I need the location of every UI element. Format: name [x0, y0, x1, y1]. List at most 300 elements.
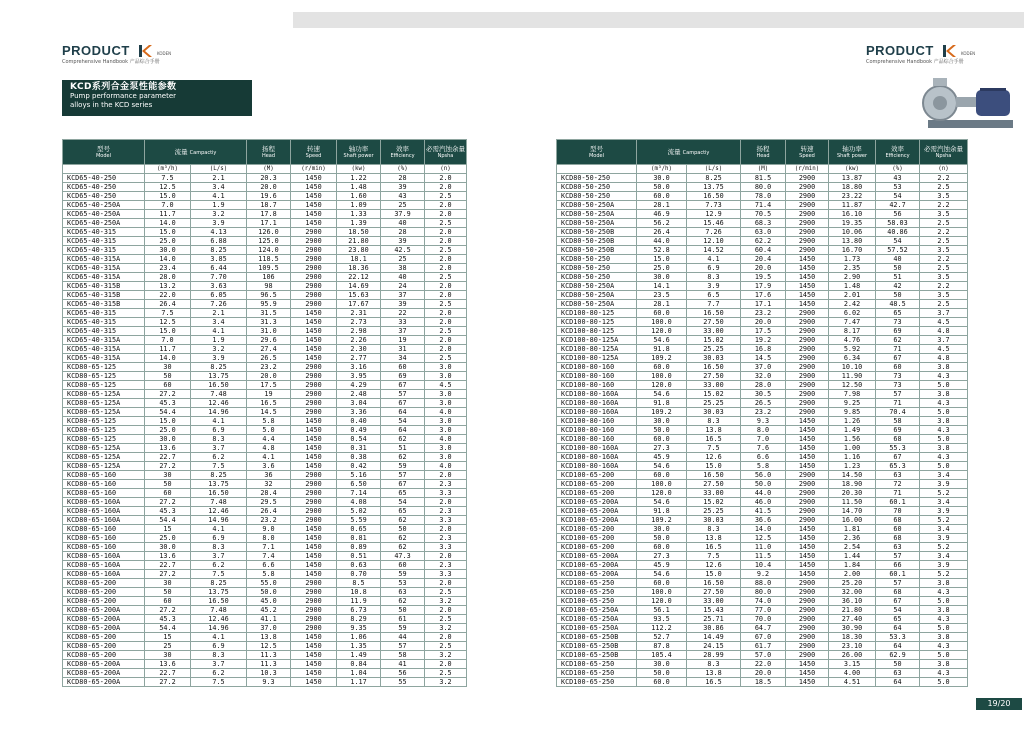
value-cell: 0.63	[337, 561, 381, 570]
value-cell: 15.02	[687, 498, 741, 507]
col-model-cn: 型号	[97, 145, 110, 153]
value-cell: 60.0	[637, 192, 687, 201]
value-cell: 2.2	[920, 255, 968, 264]
value-cell: 4.4	[247, 435, 291, 444]
value-cell: 11.87	[829, 201, 876, 210]
value-cell: 13.75	[687, 183, 741, 192]
value-cell: 11.7	[145, 210, 191, 219]
model-cell: KCD80-50-250	[557, 264, 637, 273]
model-cell: KCD80-50-250	[557, 192, 637, 201]
value-cell: 40	[876, 255, 920, 264]
value-cell: 2900	[786, 606, 829, 615]
value-cell: 2.3	[425, 480, 467, 489]
value-cell: 4.8	[920, 354, 968, 363]
value-cell: 31	[381, 345, 425, 354]
value-cell: 19	[381, 336, 425, 345]
value-cell: 1450	[291, 219, 337, 228]
table-row	[63, 390, 467, 399]
value-cell: 6.05	[191, 291, 247, 300]
model-cell: KCD100-65-250	[557, 597, 637, 606]
value-cell: 0.89	[337, 543, 381, 552]
value-cell: 37.0	[741, 363, 786, 372]
value-cell: 1450	[786, 444, 829, 453]
value-cell: 7.47	[829, 318, 876, 327]
value-cell: 68	[876, 435, 920, 444]
value-cell: 45.9	[637, 453, 687, 462]
value-cell: 3.8	[920, 660, 968, 669]
model-cell: KCD80-65-160A	[63, 552, 145, 561]
value-cell: 33.00	[687, 489, 741, 498]
value-cell: 30	[145, 363, 191, 372]
table-row	[557, 390, 968, 399]
value-cell: 30.0	[637, 174, 687, 183]
table-row	[557, 471, 968, 480]
value-cell: 60	[381, 561, 425, 570]
model-cell: KCD100-80-125A	[557, 336, 637, 345]
model-cell: KCD100-80-160	[557, 435, 637, 444]
value-cell: 1.48	[829, 282, 876, 291]
value-cell: 2900	[786, 381, 829, 390]
model-cell: KCD80-50-250A	[557, 219, 637, 228]
value-cell: 1450	[291, 309, 337, 318]
table-row	[557, 498, 968, 507]
value-cell: 60.0	[637, 579, 687, 588]
value-cell: 17.5	[247, 381, 291, 390]
value-cell: 57	[876, 552, 920, 561]
table-row	[63, 381, 467, 390]
value-cell: 45.3	[145, 399, 191, 408]
value-cell: 1.44	[829, 552, 876, 561]
model-cell: KCD80-50-250	[557, 255, 637, 264]
right-performance-table	[556, 139, 968, 687]
model-cell: KCD80-50-250A	[557, 201, 637, 210]
value-cell: 6.73	[337, 606, 381, 615]
value-cell: 25.0	[145, 534, 191, 543]
value-cell: 1450	[291, 543, 337, 552]
table-row	[63, 588, 467, 597]
value-cell: 18.36	[337, 264, 381, 273]
value-cell: 2.0	[425, 264, 467, 273]
value-cell: 2900	[786, 651, 829, 660]
model-cell: KCD80-65-160	[63, 480, 145, 489]
value-cell: 13.8	[687, 534, 741, 543]
value-cell: 4.1	[191, 192, 247, 201]
value-cell: 27.50	[687, 588, 741, 597]
value-cell: 2.31	[337, 309, 381, 318]
value-cell: 3.0	[425, 444, 467, 453]
value-cell: 22.0	[741, 660, 786, 669]
value-cell: 57	[876, 390, 920, 399]
value-cell: 28	[381, 228, 425, 237]
value-cell: 44.0	[637, 237, 687, 246]
value-cell: 2900	[291, 507, 337, 516]
value-cell: 8.0	[247, 534, 291, 543]
value-cell: 3.0	[425, 453, 467, 462]
value-cell: 2900	[291, 237, 337, 246]
value-cell: 3.8	[920, 606, 968, 615]
brand-sub-cn: 产品综合手册	[129, 59, 160, 65]
value-cell: 44.0	[741, 489, 786, 498]
table-row	[557, 444, 968, 453]
value-cell: 3.0	[425, 390, 467, 399]
model-cell: KCD100-65-200A	[557, 570, 637, 579]
value-cell: 1450	[291, 633, 337, 642]
section-title-en: Pump performance parameter alloys in the KCD series	[70, 92, 177, 109]
value-cell: 5.2	[920, 516, 968, 525]
col-capacity	[637, 140, 741, 165]
value-cell: 15.0	[145, 192, 191, 201]
value-cell: 3.16	[337, 363, 381, 372]
value-cell: 2900	[291, 381, 337, 390]
value-cell: 4.1	[191, 525, 247, 534]
value-cell: 3.15	[829, 660, 876, 669]
value-cell: 5.59	[337, 516, 381, 525]
value-cell: 2.0	[425, 552, 467, 561]
value-cell: 62	[381, 543, 425, 552]
value-cell: 43	[876, 174, 920, 183]
value-cell: 4.0	[425, 462, 467, 471]
table-row	[63, 678, 467, 687]
model-cell: KCD80-65-125	[63, 372, 145, 381]
value-cell: 2900	[786, 615, 829, 624]
value-cell: 8.25	[687, 174, 741, 183]
value-cell: 2900	[786, 516, 829, 525]
value-cell: 45.2	[247, 606, 291, 615]
value-cell: 41	[381, 660, 425, 669]
table-row	[557, 462, 968, 471]
value-cell: 36.6	[741, 516, 786, 525]
value-cell: 54.4	[145, 408, 191, 417]
table-row	[557, 516, 968, 525]
value-cell: 7.73	[687, 201, 741, 210]
value-cell: 70.0	[741, 615, 786, 624]
table-row	[63, 561, 467, 570]
value-cell: 14.0	[145, 354, 191, 363]
table-row	[557, 507, 968, 516]
value-cell: 50	[381, 525, 425, 534]
col-eff	[381, 140, 425, 165]
value-cell: 50.0	[637, 183, 687, 192]
value-cell: 9.0	[247, 525, 291, 534]
model-cell: KCD65-40-315	[63, 327, 145, 336]
value-cell: 16.8	[741, 345, 786, 354]
value-cell: 3.0	[425, 417, 467, 426]
value-cell: 5.8	[741, 462, 786, 471]
value-cell: 59	[381, 570, 425, 579]
value-cell: 0.38	[337, 453, 381, 462]
value-cell: 2900	[786, 363, 829, 372]
model-cell: KCD100-80-125	[557, 309, 637, 318]
value-cell: 4.1	[191, 417, 247, 426]
unit-cell: (m³/h)	[637, 165, 687, 174]
value-cell: 100.0	[637, 372, 687, 381]
brand-sub-en: Comprehensive Handbook	[62, 59, 129, 65]
value-cell: 59	[381, 462, 425, 471]
model-cell: KCD80-65-200A	[63, 624, 145, 633]
table-row	[63, 498, 467, 507]
value-cell: 2.0	[425, 579, 467, 588]
value-cell: 1450	[291, 669, 337, 678]
value-cell: 64	[381, 426, 425, 435]
value-cell: 3.9	[191, 219, 247, 228]
value-cell: 1.16	[829, 453, 876, 462]
value-cell: 2.5	[425, 246, 467, 255]
value-cell: 2900	[786, 408, 829, 417]
value-cell: 30.0	[637, 417, 687, 426]
model-cell: KCD80-65-200	[63, 642, 145, 651]
value-cell: 2900	[786, 588, 829, 597]
table-row	[63, 399, 467, 408]
table-row	[63, 543, 467, 552]
value-cell: 31.0	[247, 327, 291, 336]
value-cell: 12.5	[145, 183, 191, 192]
table-row	[557, 678, 968, 687]
value-cell: 1450	[786, 255, 829, 264]
value-cell: 4.3	[920, 426, 968, 435]
value-cell: 2900	[786, 174, 829, 183]
value-cell: 1450	[291, 210, 337, 219]
model-cell: KCD100-65-200A	[557, 498, 637, 507]
model-cell: KCD100-80-160A	[557, 453, 637, 462]
value-cell: 2.01	[829, 291, 876, 300]
value-cell: 7.7	[687, 300, 741, 309]
value-cell: 68	[876, 516, 920, 525]
value-cell: 23.10	[829, 642, 876, 651]
model-cell: KCD80-65-160A	[63, 507, 145, 516]
value-cell: 23.2	[247, 363, 291, 372]
value-cell: 2.0	[425, 336, 467, 345]
table-row	[63, 363, 467, 372]
value-cell: 14.96	[191, 516, 247, 525]
model-cell: KCD80-65-160	[63, 489, 145, 498]
col-head	[741, 140, 786, 165]
value-cell: 109.2	[637, 516, 687, 525]
value-cell: 4.3	[920, 642, 968, 651]
value-cell: 4.00	[829, 669, 876, 678]
value-cell: 30	[145, 579, 191, 588]
value-cell: 2900	[786, 597, 829, 606]
value-cell: 2.48	[337, 390, 381, 399]
model-cell: KCD100-80-160A	[557, 390, 637, 399]
value-cell: 2.0	[425, 660, 467, 669]
value-cell: 2.5	[425, 273, 467, 282]
value-cell: 7.26	[191, 300, 247, 309]
value-cell: 8.25	[191, 579, 247, 588]
value-cell: 7.0	[145, 336, 191, 345]
unit-cell: (r/min)	[786, 165, 829, 174]
value-cell: 12.50	[829, 381, 876, 390]
value-cell: 4.8	[247, 444, 291, 453]
value-cell: 8.3	[191, 651, 247, 660]
value-cell: 14.69	[337, 282, 381, 291]
value-cell: 2900	[291, 408, 337, 417]
table-row	[63, 516, 467, 525]
value-cell: 26.5	[741, 399, 786, 408]
value-cell: 27.2	[145, 606, 191, 615]
value-cell: 20.30	[829, 489, 876, 498]
col-shaft	[829, 140, 876, 165]
value-cell: 30.03	[687, 516, 741, 525]
value-cell: 59	[381, 624, 425, 633]
col-eff-en: Efficiency	[390, 153, 415, 159]
value-cell: 2900	[786, 228, 829, 237]
model-cell: KCD100-65-250B	[557, 633, 637, 642]
value-cell: 5.0	[247, 426, 291, 435]
value-cell: 66	[876, 561, 920, 570]
value-cell: 67	[381, 381, 425, 390]
value-cell: 2.2	[920, 174, 968, 183]
value-cell: 1.35	[337, 642, 381, 651]
value-cell: 2.5	[920, 264, 968, 273]
value-cell: 50	[381, 606, 425, 615]
value-cell: 28.1	[637, 201, 687, 210]
unit-cell: (L/s)	[687, 165, 741, 174]
value-cell: 25.25	[687, 507, 741, 516]
value-cell: 20.0	[741, 264, 786, 273]
value-cell: 19.5	[741, 273, 786, 282]
value-cell: 2.0	[425, 345, 467, 354]
model-cell: KCD100-65-250A	[557, 615, 637, 624]
value-cell: 65	[381, 507, 425, 516]
value-cell: 2.3	[425, 534, 467, 543]
value-cell: 5.2	[920, 543, 968, 552]
value-cell: 2900	[291, 489, 337, 498]
col-head	[247, 140, 291, 165]
value-cell: 56	[381, 669, 425, 678]
value-cell: 54.6	[637, 498, 687, 507]
value-cell: 0.49	[337, 426, 381, 435]
value-cell: 27.2	[145, 462, 191, 471]
value-cell: 54.6	[637, 336, 687, 345]
value-cell: 30.86	[687, 624, 741, 633]
value-cell: 2900	[786, 642, 829, 651]
value-cell: 54	[876, 237, 920, 246]
value-cell: 1450	[786, 660, 829, 669]
value-cell: 1450	[786, 291, 829, 300]
model-cell: KCD100-80-160	[557, 417, 637, 426]
value-cell: 22	[381, 309, 425, 318]
model-cell: KCD100-65-200A	[557, 552, 637, 561]
value-cell: 1.09	[337, 201, 381, 210]
table-row	[63, 579, 467, 588]
value-cell: 4.3	[920, 588, 968, 597]
value-cell: 2.3	[425, 561, 467, 570]
value-cell: 69	[876, 327, 920, 336]
value-cell: 23.80	[337, 246, 381, 255]
table-row	[557, 174, 968, 183]
table-row	[63, 264, 467, 273]
value-cell: 67	[876, 453, 920, 462]
value-cell: 3.4	[920, 498, 968, 507]
value-cell: 2.5	[425, 300, 467, 309]
value-cell: 67	[876, 597, 920, 606]
value-cell: 16.00	[829, 516, 876, 525]
value-cell: 71	[876, 399, 920, 408]
value-cell: 48.5	[876, 300, 920, 309]
value-cell: 32.00	[829, 588, 876, 597]
value-cell: 8.5	[337, 579, 381, 588]
model-cell: KCD80-50-250A	[557, 282, 637, 291]
value-cell: 12.5	[247, 642, 291, 651]
value-cell: 12.6	[687, 453, 741, 462]
value-cell: 6.9	[191, 426, 247, 435]
value-cell: 5.16	[337, 471, 381, 480]
value-cell: 27.3	[637, 444, 687, 453]
value-cell: 16.50	[191, 597, 247, 606]
value-cell: 2.0	[425, 291, 467, 300]
col-model-en: Model	[95, 153, 111, 159]
value-cell: 9.35	[337, 624, 381, 633]
value-cell: 3.85	[191, 255, 247, 264]
value-cell: 1.49	[829, 426, 876, 435]
value-cell: 11.9	[337, 597, 381, 606]
value-cell: 2900	[786, 624, 829, 633]
value-cell: 13.8	[247, 633, 291, 642]
model-cell: KCD100-80-160	[557, 372, 637, 381]
value-cell: 60	[381, 363, 425, 372]
value-cell: 30.0	[145, 435, 191, 444]
value-cell: 70	[876, 507, 920, 516]
value-cell: 6.50	[337, 480, 381, 489]
value-cell: 26.00	[829, 651, 876, 660]
value-cell: 14.49	[687, 633, 741, 642]
brand-word: PRODUCT	[62, 43, 130, 58]
value-cell: 1450	[291, 453, 337, 462]
table-row	[63, 183, 467, 192]
value-cell: 1450	[786, 462, 829, 471]
value-cell: 5.0	[920, 408, 968, 417]
table-row	[63, 534, 467, 543]
model-cell: KCD80-50-250A	[557, 210, 637, 219]
value-cell: 30.0	[145, 246, 191, 255]
value-cell: 1450	[291, 651, 337, 660]
value-cell: 4.8	[920, 327, 968, 336]
value-cell: 91.8	[637, 399, 687, 408]
col-npsh-en: Npsha	[935, 152, 952, 159]
table-row	[63, 489, 467, 498]
value-cell: 41.5	[741, 507, 786, 516]
table-row	[557, 201, 968, 210]
model-cell: KCD100-65-200A	[557, 507, 637, 516]
value-cell: 2.0	[425, 210, 467, 219]
value-cell: 5.92	[829, 345, 876, 354]
value-cell: 4.3	[920, 669, 968, 678]
table-row	[557, 642, 968, 651]
value-cell: 28.0	[145, 273, 191, 282]
model-cell: KCD100-80-125	[557, 327, 637, 336]
value-cell: 68	[876, 588, 920, 597]
value-cell: 64	[381, 408, 425, 417]
value-cell: 1.26	[829, 417, 876, 426]
value-cell: 54	[876, 606, 920, 615]
value-cell: 56.1	[637, 606, 687, 615]
model-cell: KCD100-65-250B	[557, 642, 637, 651]
value-cell: 7.48	[191, 498, 247, 507]
value-cell: 1.9	[191, 201, 247, 210]
value-cell: 18.30	[829, 633, 876, 642]
value-cell: 4.51	[829, 678, 876, 687]
table-row	[557, 453, 968, 462]
model-cell: KCD80-65-125	[63, 381, 145, 390]
table-row	[557, 183, 968, 192]
value-cell: 3.4	[920, 471, 968, 480]
value-cell: 26.4	[145, 300, 191, 309]
value-cell: 18.7	[247, 201, 291, 210]
value-cell: 3.3	[425, 543, 467, 552]
value-cell: 54.6	[637, 390, 687, 399]
value-cell: 0.70	[337, 570, 381, 579]
value-cell: 54.6	[637, 462, 687, 471]
